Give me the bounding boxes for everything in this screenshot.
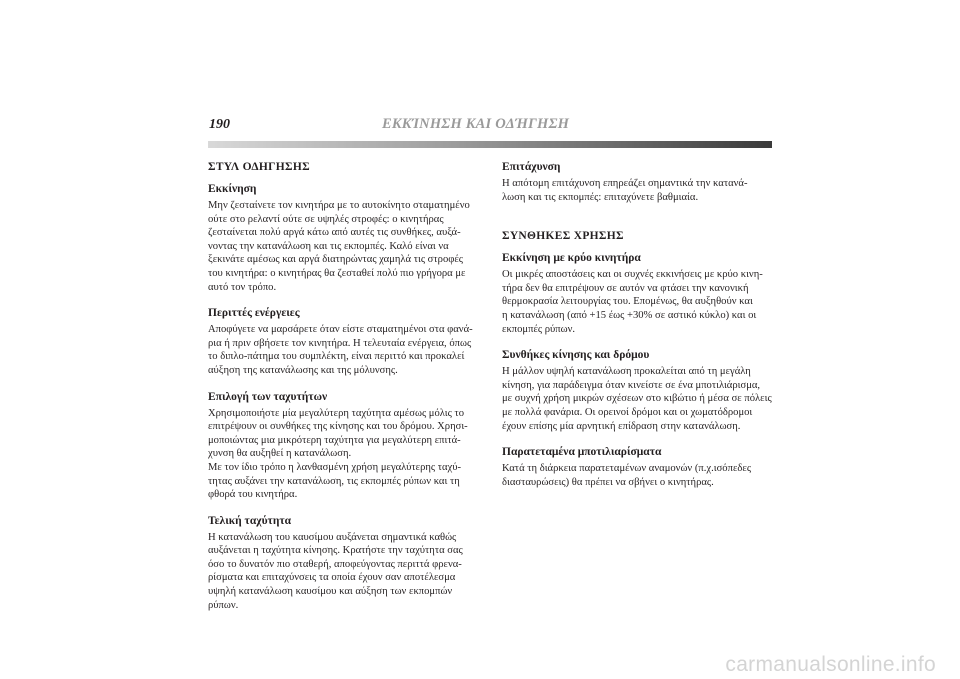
paragraph-unnecessary-actions: Αποφύγετε να μαρσάρετε όταν είστε σταματημένοι στα φανά- ρια ή πριν σβήσετε τον κινητήρα. Η τελευταία ενέργεια, όπως το διπλο-πάτημα του συμπλέκτη, είναι περιττό και προκαλεί αύξηση της κατανάλωσης και της μόλυνσης. [208, 324, 473, 376]
paragraph-prolonged-traffic-jams: Κατά τη διάρκεια παρατεταμένων αναμονών (π.χ.ισόπεδες διασταυρώσεις) θα πρέπει να σβήνει ο κινητήρας. [502, 463, 752, 488]
running-title: ΕΚΚΊΝΗΣΗ ΚΑΙ ΟΔΉΓΗΣΗ [382, 116, 570, 132]
paragraph-acceleration: Η απότομη επιτάχυνση επηρεάζει σημαντικά την κατανά- λωση και τις εκπομπές: επιταχύνετε βαθμιαία. [502, 178, 748, 203]
heading-traffic-road-conditions: Συνθήκες κίνησης και δρόμου [502, 349, 650, 362]
section-title-driving-style: ΣΤΥΛ ΟΔΗΓΗΣΗΣ [208, 161, 310, 173]
paragraph-top-speed: Η κατανάλωση του καυσίμου αυξάνεται σημαντικά καθώς αυξάνεται η ταχύτητα κίνησης. Κρατήστε την ταχύτητα σας όσο το δυνατόν πιο σταθερή, αποφεύγοντας περιττά φρενα- ρίσματα και επιταχύνσεις τα οποία έχουν σαν αποτέλεσμα υψηλή κατανάλωση καυσίμου και αύξηση των εκπομπών ρύπων. [208, 531, 463, 611]
right-column [502, 160, 778, 501]
heading-top-speed: Τελική ταχύτητα [208, 514, 292, 527]
left-column [208, 160, 484, 624]
heading-prolonged-traffic-jams: Παρατεταμένα μποτιλιαρίσματα [502, 446, 662, 459]
heading-cold-start: Εκκίνηση με κρύο κινητήρα [502, 252, 641, 265]
heading-unnecessary-actions: Περιττές ενέργειες [208, 307, 300, 320]
header-rule [208, 141, 772, 148]
heading-start: Εκκίνηση [208, 183, 257, 195]
paragraph-gear-selection: Χρησιμοποιήστε μία μεγαλύτερη ταχύτητα αμέσως μόλις το επιτρέψουν οι συνθήκες της κίνησης και του δρόμου. Χρησι- μοποιώντας μια μικρότερη ταχύτητα για μεγαλύτερη επιτά- χυνση θα αυξηθεί η κατανάλωση. Με τον ίδιο τρόπο η λανθασμένη χρήση μεγαλύτερης ταχύ- τητας αυξάνει την κατανάλωση, τις εκπομπές ρύπων και τη φθορά του κινητήρα. [208, 407, 468, 501]
paragraph-traffic-road-conditions: Η μάλλον υψηλή κατανάλωση προκαλείται από τη μεγάλη κίνηση, για παράδειγμα όταν κινείστε σε ένα μποτιλιάρισμα, με συχνή χρήση μικρών σχέσεων στο κιβώτιο ή μέσα σε πόλεις με πολλά φανάρια. Οι ορεινοί δρόμοι και οι χωματόδρομοι έχουν επίσης μία αρνητική επίδραση στην κατανάλωση. [502, 366, 772, 432]
paragraph-start: Μην ζεσταίνετε τον κινητήρα με το αυτοκίνητο σταματημένο ούτε στο ρελαντί ούτε σε υψηλές στροφές: ο κινητήρας ζεσταίνεται πολύ αργά κάτω από αυτές τις συνθήκες, αυξά- νοντας την κατανάλωση και τις εκπομπές. Καλό είναι να ξεκινάτε αμέσως και αργά διατηρώντας χαμηλά τις στροφές του κινητήρα: ο κινητήρας θα ζεσταθεί πολύ πιο γρήγορα με αυτό τον τρόπο. [208, 200, 470, 293]
heading-gear-selection: Επιλογή των ταχυτήτων [208, 390, 328, 403]
section-title-conditions-of-use: ΣΥΝΘΗΚΕΣ ΧΡΗΣΗΣ [502, 230, 624, 243]
watermark: carmanualsonline.info [725, 653, 936, 676]
heading-acceleration: Επιτάχυνση [502, 161, 561, 173]
page-number: 190 [209, 117, 230, 132]
paragraph-cold-start: Οι μικρές αποστάσεις και οι συχνές εκκινήσεις με κρύο κινη- τήρα δεν θα επιτρέψουν σε αυτόν να φτάσει την κανονική θερμοκρασία λειτουργίας του. Επομένως, θα αυξηθούν και η κατανάλωση (από +15 έως +30% σε αστικό κύκλο) και οι εκπομπές ρύπων. [502, 269, 763, 335]
